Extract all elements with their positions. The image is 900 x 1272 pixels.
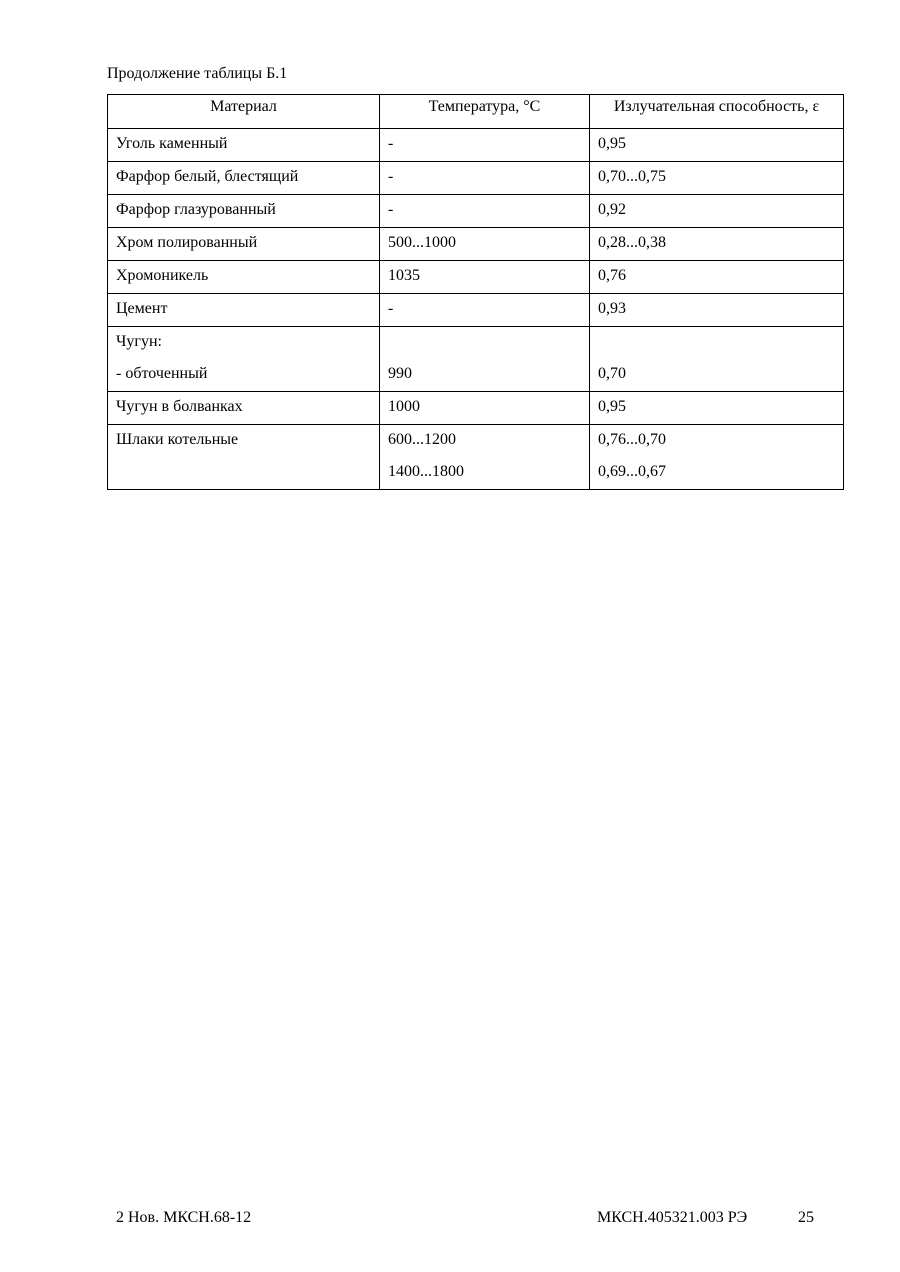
table-row [108,294,844,327]
cell-line: - [388,135,394,152]
header-emissivity: Излучательная способность, ε [590,95,844,129]
cell-line: 500...1000 [388,234,456,251]
cell-material [108,195,380,228]
cell-line: 1000 [388,398,420,415]
cell-line: 990 [388,365,412,382]
cell-emissivity [590,327,844,392]
cell-line: - [388,201,394,218]
table-body [108,129,844,490]
cell-line: 1400...1800 [388,463,464,480]
cell-material [108,425,380,490]
cell-emissivity [590,162,844,195]
cell-temperature [380,228,590,261]
cell-temperature [380,294,590,327]
cell-material [108,228,380,261]
table-row [108,129,844,162]
cell-line: - [388,300,394,317]
cell-line: 0,93 [598,300,626,317]
cell-emissivity [590,294,844,327]
table-caption: Продолжение таблицы Б.1 [107,65,288,82]
cell-line: Хромоникель [116,267,209,284]
cell-line: Хром полированный [116,234,258,251]
cell-line: 0,76 [598,267,626,284]
cell-temperature [380,129,590,162]
cell-line: Фарфор глазурованный [116,201,276,218]
table-header-row [108,95,844,129]
table-row [108,261,844,294]
cell-material [108,392,380,425]
cell-line: 1035 [388,267,420,284]
table-row [108,425,844,490]
cell-material [108,129,380,162]
cell-temperature [380,327,590,392]
cell-line: Чугун: [116,333,162,350]
cell-line: Уголь каменный [116,135,228,152]
cell-line: 0,69...0,67 [598,463,666,480]
cell-temperature [380,162,590,195]
cell-material [108,294,380,327]
cell-line: 0,92 [598,201,626,218]
footer-revision: 2 Нов. МКСН.68-12 [116,1209,252,1226]
cell-line: - [388,168,394,185]
cell-line [116,457,371,489]
header-temperature: Температура, °С [380,95,590,129]
cell-emissivity [590,425,844,490]
cell-emissivity [590,228,844,261]
cell-emissivity [590,129,844,162]
cell-emissivity [590,392,844,425]
cell-temperature [380,195,590,228]
cell-temperature [380,392,590,425]
cell-line: 0,76...0,70 [598,431,666,448]
cell-emissivity [590,261,844,294]
footer-doc-code: МКСН.405321.003 РЭ [597,1209,748,1226]
table-row [108,162,844,195]
cell-line: 0,28...0,38 [598,234,666,251]
cell-line: Цемент [116,300,168,317]
cell-line: - обточенный [116,365,208,382]
cell-line: 0,70...0,75 [598,168,666,185]
cell-temperature [380,425,590,490]
table-row [108,392,844,425]
cell-line: 600...1200 [388,431,456,448]
page-number: 25 [798,1209,814,1226]
table-row [108,228,844,261]
header-material: Материал [108,95,380,129]
table-row [108,327,844,392]
cell-line: Шлаки котельные [116,431,239,448]
cell-line: 0,95 [598,135,626,152]
emissivity-table [107,94,844,490]
cell-material [108,162,380,195]
cell-material [108,327,380,392]
cell-line: 0,95 [598,398,626,415]
cell-line [598,327,835,359]
cell-temperature [380,261,590,294]
cell-line: Фарфор белый, блестящий [116,168,299,185]
cell-line: 0,70 [598,365,626,382]
cell-emissivity [590,195,844,228]
table-row [108,195,844,228]
cell-line [388,327,581,359]
cell-material [108,261,380,294]
cell-line: Чугун в болванках [116,398,243,415]
